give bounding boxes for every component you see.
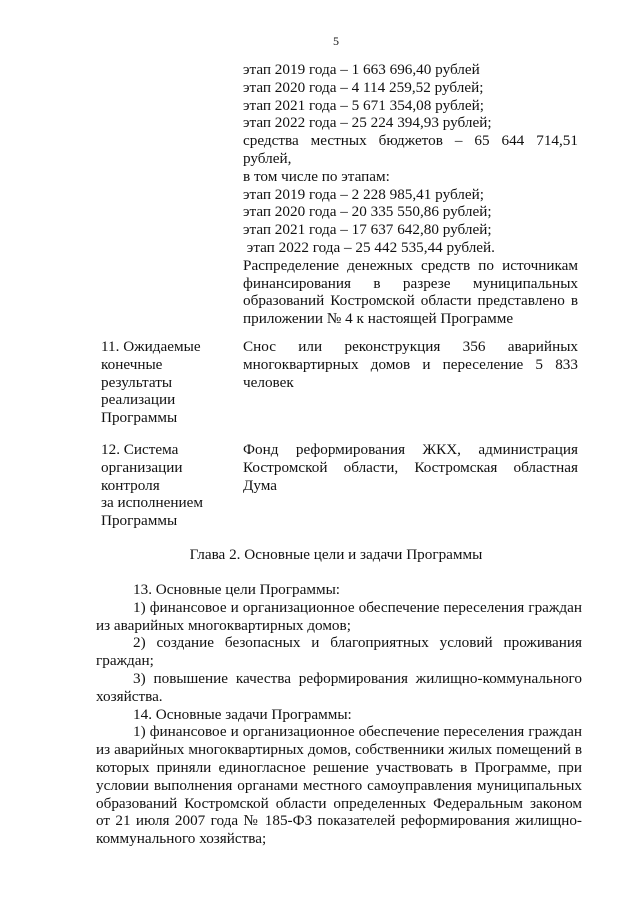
row11-label-line: 11. Ожидаемые bbox=[101, 338, 201, 355]
goal-item-2: 2) создание безопасных и благоприятных условий проживания граждан; bbox=[96, 634, 582, 670]
row12-value-line: Костромской области, Костромская областная bbox=[243, 458, 578, 476]
row12-value-line: Фонд реформирования ЖКХ, администрация bbox=[243, 441, 578, 458]
row12-value-line: Дума bbox=[243, 476, 278, 494]
distribution-line-3: образований Костромской области представлено в bbox=[243, 292, 578, 310]
goal-item-1: 1) финансовое и организационное обеспечение переселения граждан из аварийных многоквартирных домов; bbox=[96, 598, 582, 634]
local-stage-2020: этап 2020 года – 20 335 550,86 рублей; bbox=[243, 203, 492, 221]
row11-label-line: результаты bbox=[101, 373, 173, 391]
regional-stage-2021: этап 2021 года – 5 671 354,08 рублей; bbox=[243, 96, 484, 114]
row12-value bbox=[243, 441, 578, 494]
row12-label-line: за исполнением bbox=[101, 494, 203, 512]
local-stage-2022: этап 2022 года – 25 442 535,44 рублей. bbox=[243, 238, 495, 256]
distribution-line-1: Распределение денежных средств по источникам bbox=[243, 256, 578, 274]
page-number: 5 bbox=[333, 34, 339, 48]
local-stage-2019: этап 2019 года – 2 228 985,41 рублей; bbox=[243, 185, 484, 203]
chapter-heading: Глава 2. Основные цели и задачи Программы bbox=[189, 546, 483, 563]
task-item-1: 1) финансовое и организационное обеспечение переселения граждан из аварийных многоквартирных домов, собственники жилых помещений в которых приняли единогласное решение участвовать в Программе, при условии выполнения органами местного самоуправления муниципальных образований Костромской области определенных Федеральным законом от 21 июля 2007 года № 185-ФЗ показателей реформирования жилищно-коммунального хозяйства; bbox=[96, 723, 582, 848]
row11-label-line: Программы bbox=[101, 409, 178, 427]
row11-label-line: реализации bbox=[101, 391, 176, 409]
chapter-body bbox=[96, 581, 582, 848]
distribution-line-2: финансирования в разрезе муниципальных bbox=[243, 274, 578, 292]
row11-value-line: человек bbox=[243, 373, 294, 391]
regional-stage-2020: этап 2020 года – 4 114 259,52 рублей; bbox=[243, 78, 484, 96]
row11-value bbox=[243, 338, 578, 391]
row11-value-line: многоквартирных домов и переселение 5 833 bbox=[243, 355, 578, 373]
goal-item-3: 3) повышение качества реформирования жилищно-коммунального хозяйства. bbox=[96, 669, 582, 705]
goals-title: 13. Основные цели Программы: bbox=[133, 581, 340, 598]
row12-label-line: 12. Система bbox=[101, 441, 179, 458]
distribution-line-4: приложении № 4 к настоящей Программе bbox=[243, 310, 514, 328]
row12-label-line: Программы bbox=[101, 512, 178, 530]
regional-stage-2022: этап 2022 года – 25 224 394,93 рублей; bbox=[243, 114, 492, 132]
row12-label-line: организации bbox=[101, 458, 183, 476]
regional-stage-2019: этап 2019 года – 1 663 696,40 рублей bbox=[243, 61, 480, 78]
local-budget-unit: рублей, bbox=[243, 149, 292, 167]
local-budget-total: средства местных бюджетов – 65 644 714,51 bbox=[243, 132, 578, 150]
row11-value-line: Снос или реконструкция 356 аварийных bbox=[243, 338, 578, 355]
row12-label bbox=[101, 441, 236, 530]
funding-cell bbox=[243, 61, 578, 328]
local-including-label: в том числе по этапам: bbox=[243, 167, 390, 185]
row11-label bbox=[101, 338, 236, 427]
row12-label-line: контроля bbox=[101, 476, 160, 494]
tasks-title: 14. Основные задачи Программы: bbox=[133, 705, 352, 723]
local-stage-2021: этап 2021 года – 17 637 642,80 рублей; bbox=[243, 221, 492, 239]
row11-label-line: конечные bbox=[101, 355, 163, 373]
